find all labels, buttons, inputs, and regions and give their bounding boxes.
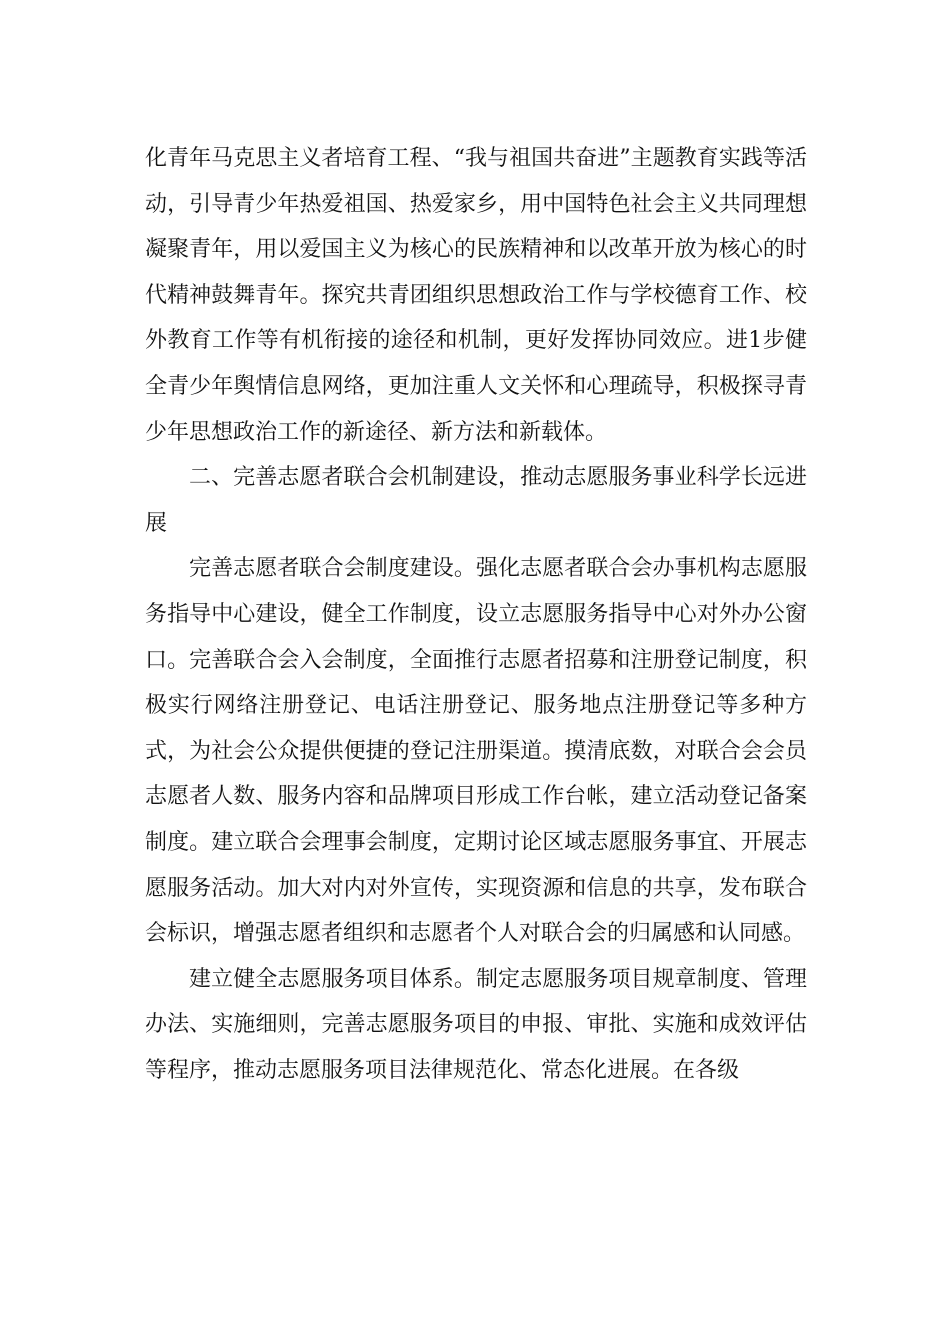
paragraph-continuation: 化青年马克思主义者培育工程、“我与祖国共奋进”主题教育实践等活动，引导青少年热爱祖国、热爱家乡，用中国特色社会主义共同理想凝聚青年，用以爱国主义为核心的民族精神和以改革开放为核心的时代精神鼓舞青年。探究共青团组织思想政治工作与学校德育工作、校外教育工作等有机衔接的途径和机制，更好发挥协同效应。进1步健全青少年舆情信息网络，更加注重人文关怀和心理疏导，积极探寻青少年思想政治工作的新途径、新方法和新载体。 — [145, 146, 807, 445]
paragraph-service-projects: 建立健全志愿服务项目体系。制定志愿服务项目规章制度、管理办法、实施细则，完善志愿服务项目的申报、审批、实施和成效评估等程序，推动志愿服务项目法律规范化、常态化进展。在各级 — [145, 966, 807, 1083]
paragraph-volunteer-federation: 完善志愿者联合会制度建设。强化志愿者联合会办事机构志愿服务指导中心建设，健全工作制度，设立志愿服务指导中心对外办公窗口。完善联合会入会制度，全面推行志愿者招募和注册登记制度，积极实行网络注册登记、电话注册登记、服务地点注册登记等多种方式，为社会公众提供便捷的登记注册渠道。摸清底数，对联合会会员志愿者人数、服务内容和品牌项目形成工作台帐，建立活动登记备案制度。建立联合会理事会制度，定期讨论区域志愿服务事宜、开展志愿服务活动。加大对内对外宣传，实现资源和信息的共享，发布联合会标识，增强志愿者组织和志愿者个人对联合会的归属感和认同感。 — [145, 556, 807, 947]
section-heading-two: 二、完善志愿者联合会机制建设，推动志愿服务事业科学长远进展 — [145, 465, 807, 536]
document-body — [145, 136, 807, 1093]
